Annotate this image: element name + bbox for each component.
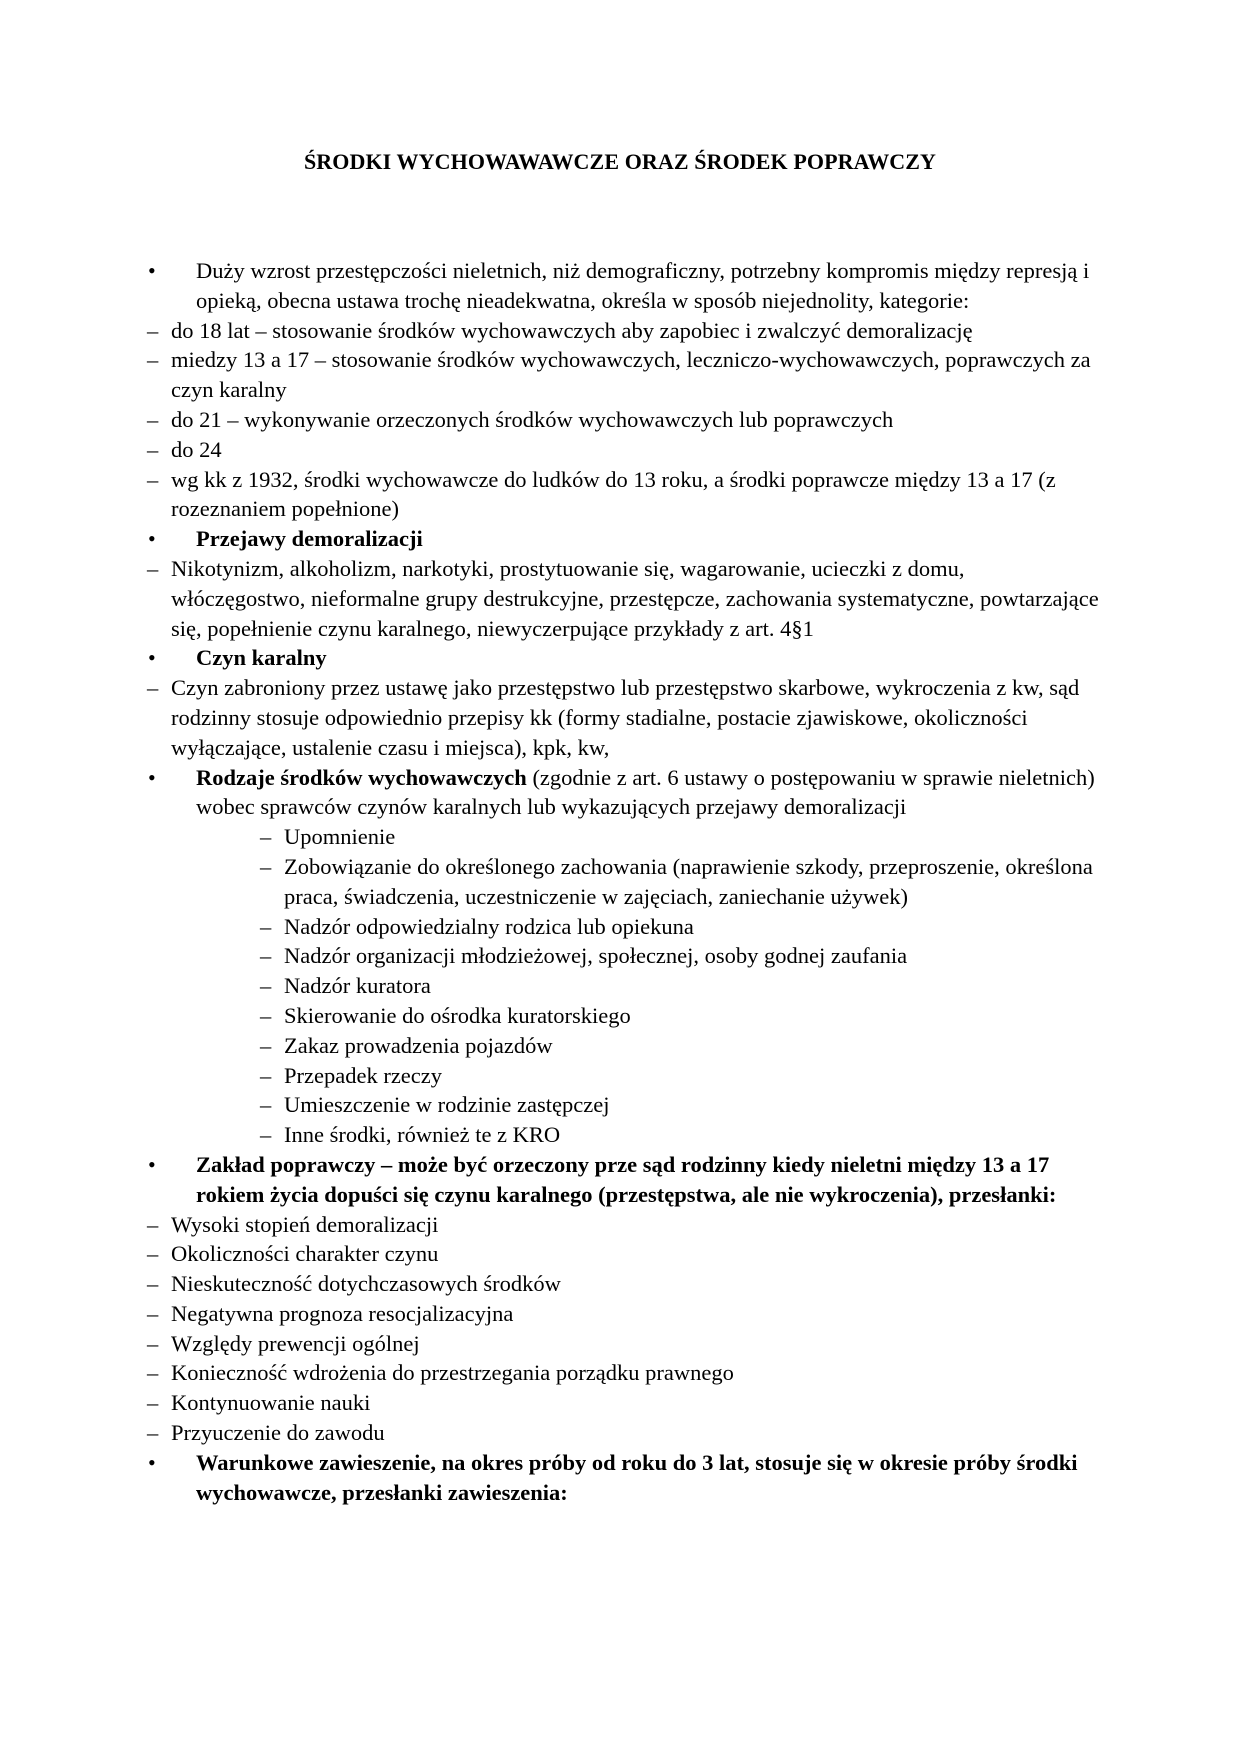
sub-list-item-text: Przepadek rzeczy bbox=[284, 1062, 443, 1088]
sub-list-item-text: Nadzór kuratora bbox=[284, 973, 431, 999]
bullet-marker: • bbox=[148, 526, 156, 552]
dash-marker: – bbox=[260, 973, 272, 999]
sub-list-item-text: Umieszczenie w rodzinie zastępczej bbox=[284, 1092, 610, 1118]
list-item bbox=[0, 1269, 1101, 1299]
bullet-item-rodzaje-srodkow bbox=[0, 763, 1096, 823]
sub-list-item bbox=[0, 971, 1094, 1001]
list-item bbox=[0, 1388, 1101, 1418]
section-heading: Zakład poprawczy – może być orzeczony prze sąd rodzinny kiedy nieletni między 13 a 17 rokiem życia dopuści się czynu karalnego (przestępstwa, ale nie wykroczenia), przesłanki: bbox=[196, 1151, 1057, 1207]
dash-marker: – bbox=[147, 1211, 159, 1237]
section-heading: Warunkowe zawieszenie, na okres próby od roku do 3 lat, stosuje się w okresie próby środki wychowawcze, przesłanki zawieszenia: bbox=[196, 1449, 1078, 1505]
bullet-item-warunkowe-zawieszenie bbox=[0, 1448, 1096, 1508]
list-item-text: Okoliczności charakter czynu bbox=[171, 1241, 439, 1267]
section-text: (zgodnie z art. 6 ustawy o postępowaniu w sprawie nieletnich) wobec sprawców czynów karalnych lub wykazujących przejawy demoralizacji bbox=[196, 764, 1095, 820]
list-item-text: Nieskuteczność dotychczasowych środków bbox=[171, 1271, 561, 1297]
list-item-text: do 21 – wykonywanie orzeczonych środków wychowawczych lub poprawczych bbox=[171, 406, 894, 432]
bullet-item-czyn-karalny bbox=[0, 643, 1096, 673]
dash-marker: – bbox=[147, 1330, 159, 1356]
sub-list-item bbox=[0, 941, 1094, 971]
list-item-text: wg kk z 1932, środki wychowawcze do ludków do 13 roku, a środki poprawcze między 13 a 17 (z rozeznaniem popełnione) bbox=[171, 466, 1056, 522]
list-item bbox=[0, 1358, 1101, 1388]
sub-list-item-text: Nadzór odpowiedzialny rodzica lub opiekuna bbox=[284, 913, 694, 939]
section-heading: Czyn karalny bbox=[196, 645, 327, 671]
section-heading: Rodzaje środków wychowawczych bbox=[196, 764, 527, 790]
dash-marker: – bbox=[260, 1062, 272, 1088]
dash-marker: – bbox=[147, 1360, 159, 1386]
dash-marker: – bbox=[260, 943, 272, 969]
dash-marker: – bbox=[147, 555, 159, 581]
sub-list-item bbox=[0, 852, 1094, 912]
dash-marker: – bbox=[147, 1271, 159, 1297]
dash-marker: – bbox=[260, 913, 272, 939]
dash-marker: – bbox=[147, 406, 159, 432]
dash-marker: – bbox=[260, 1032, 272, 1058]
list-item bbox=[0, 435, 1101, 465]
dash-marker: – bbox=[147, 347, 159, 373]
list-item-text: Przyuczenie do zawodu bbox=[171, 1420, 385, 1446]
sub-list-item-text: Zakaz prowadzenia pojazdów bbox=[284, 1032, 553, 1058]
sub-list-item bbox=[0, 1061, 1094, 1091]
sub-list-item-text: Upomnienie bbox=[284, 824, 396, 850]
dash-marker: – bbox=[260, 824, 272, 850]
bullet-marker: • bbox=[148, 1151, 156, 1177]
list-item bbox=[0, 316, 1101, 346]
dash-marker: – bbox=[260, 1092, 272, 1118]
sub-list-item bbox=[0, 1120, 1094, 1150]
dash-marker: – bbox=[147, 1300, 159, 1326]
sub-list-item bbox=[0, 1090, 1094, 1120]
sub-list-item bbox=[0, 912, 1094, 942]
list-item-text: Konieczność wdrożenia do przestrzegania porządku prawnego bbox=[171, 1360, 734, 1386]
list-item bbox=[0, 1239, 1101, 1269]
list-item bbox=[0, 673, 1101, 762]
document-body bbox=[0, 256, 1240, 1507]
dash-marker: – bbox=[147, 1390, 159, 1416]
sub-list-item-text: Nadzór organizacji młodzieżowej, społecznej, osoby godnej zaufania bbox=[284, 943, 908, 969]
dash-marker: – bbox=[147, 466, 159, 492]
dash-marker: – bbox=[147, 1420, 159, 1446]
dash-marker: – bbox=[147, 436, 159, 462]
list-item bbox=[0, 345, 1101, 405]
sub-list-item bbox=[0, 1031, 1094, 1061]
sub-list-item-text: Inne środki, również te z KRO bbox=[284, 1122, 561, 1148]
list-item-text: Względy prewencji ogólnej bbox=[171, 1330, 420, 1356]
list-item bbox=[0, 1418, 1101, 1448]
dash-marker: – bbox=[260, 1002, 272, 1028]
sub-list-item bbox=[0, 822, 1094, 852]
list-item-text: Kontynuowanie nauki bbox=[171, 1390, 371, 1416]
list-item-text: Wysoki stopień demoralizacji bbox=[171, 1211, 439, 1237]
bullet-marker: • bbox=[148, 764, 156, 790]
list-item bbox=[0, 1210, 1101, 1240]
list-item bbox=[0, 465, 1101, 525]
dash-marker: – bbox=[147, 1241, 159, 1267]
list-item bbox=[0, 1299, 1101, 1329]
intro-text: Duży wzrost przestępczości nieletnich, niż demograficzny, potrzebny kompromis między represją i opieką, obecna ustawa trochę nieadekwatna, określa w sposób niejednolity, kategorie: bbox=[196, 258, 1090, 313]
bullet-item-zaklad-poprawczy bbox=[0, 1150, 1096, 1210]
list-item-text: Czyn zabroniony przez ustawę jako przestępstwo lub przestępstwo skarbowe, wykroczenia z kw, sąd rodzinny stosuje odpowiednio przepisy kk (formy stadialne, postacie zjawiskowe, okoliczności wyłączające, ustalenie czasu i miejsca), kpk, kw, bbox=[171, 675, 1080, 760]
list-item-text: Nikotynizm, alkoholizm, narkotyki, prostytuowanie się, wagarowanie, ucieczki z domu, włóczęgostwo, nieformalne grupy destrukcyjne, przestępcze, zachowania systematyczne, powtarzające się, popełnienie czynu karalnego, niewyczerpujące przykłady z art. 4§1 bbox=[171, 555, 1099, 641]
document-title: ŚRODKI WYCHOWAWAWCZE ORAZ ŚRODEK POPRAWCZY bbox=[303, 149, 937, 174]
dash-marker: – bbox=[260, 853, 272, 879]
bullet-marker: • bbox=[148, 645, 156, 671]
dash-marker: – bbox=[260, 1122, 272, 1148]
bullet-item-demoralizacja bbox=[0, 524, 1096, 554]
list-item bbox=[0, 554, 1101, 643]
list-item-text: Negatywna prognoza resocjalizacyjna bbox=[171, 1300, 514, 1326]
list-item-text: miedzy 13 a 17 – stosowanie środków wychowawczych, leczniczo-wychowawczych, poprawczych za czyn karalny bbox=[171, 347, 1091, 403]
bullet-item-intro bbox=[0, 256, 1096, 316]
list-item-text: do 24 bbox=[171, 436, 222, 462]
dash-marker: – bbox=[147, 675, 159, 701]
list-item bbox=[0, 405, 1101, 435]
section-heading: Przejawy demoralizacji bbox=[196, 526, 423, 552]
dash-marker: – bbox=[147, 317, 159, 343]
bullet-marker: • bbox=[148, 258, 156, 283]
list-item-text: do 18 lat – stosowanie środków wychowawczych aby zapobiec i zwalczyć demoralizację bbox=[171, 317, 973, 343]
sub-list-item-text: Skierowanie do ośrodka kuratorskiego bbox=[284, 1002, 631, 1028]
sub-list-item bbox=[0, 1001, 1094, 1031]
list-item bbox=[0, 1329, 1101, 1359]
bullet-marker: • bbox=[148, 1449, 156, 1475]
sub-list-item-text: Zobowiązanie do określonego zachowania (naprawienie szkody, przeproszenie, określona praca, świadczenia, uczestniczenie w zajęciach, zaniechanie używek) bbox=[284, 853, 1093, 909]
